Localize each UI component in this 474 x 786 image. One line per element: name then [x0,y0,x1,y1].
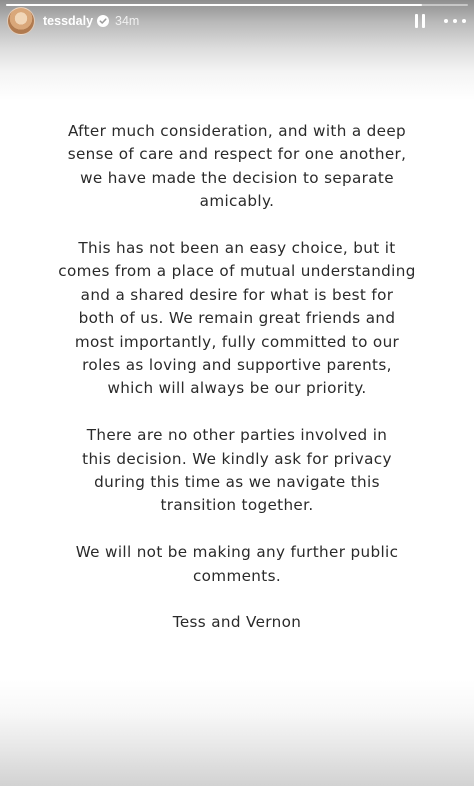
username[interactable]: tessdaly [43,14,94,28]
statement-line: this decision. We kindly ask for privacy [82,449,392,468]
statement-paragraph [40,541,434,588]
statement-paragraph [40,237,434,401]
statement-text [40,120,434,635]
statement-line: during this time as we navigate this [94,473,380,492]
statement-line: most importantly, fully committed to our [74,332,400,351]
story-timestamp: 34m [115,14,140,28]
statement-paragraph [40,424,434,518]
statement-signature: Tess and Vernon [172,613,302,632]
statement-line: amicably. [199,192,275,211]
pause-icon[interactable] [412,12,428,30]
statement-line: transition together. [160,496,314,515]
avatar[interactable] [7,7,35,35]
story-header [7,6,466,36]
statement-line: both of us. We remain great friends and [78,309,396,328]
statement-line: and a shared desire for what is best for [80,285,394,304]
statement-line: comments. [192,566,282,585]
more-options-icon[interactable] [444,12,466,30]
verified-badge-icon [97,15,109,27]
statement-line: roles as loving and supportive parents, [82,356,392,375]
statement-line: After much consideration, and with a deep [67,122,407,140]
statement-line: This has not been an easy choice, but it [78,239,396,258]
statement-paragraphs [40,120,434,588]
statement-line: sense of care and respect for one another, [67,145,407,164]
statement-paragraph [40,120,434,214]
statement-line: comes from a place of mutual understanding [58,262,416,281]
statement-line: which will always be our priority. [107,379,367,398]
statement-line: There are no other parties involved in [86,426,388,445]
header-controls [412,12,466,30]
statement-line: We will not be making any further public [75,543,399,562]
statement-line: we have made the decision to separate [80,168,394,187]
